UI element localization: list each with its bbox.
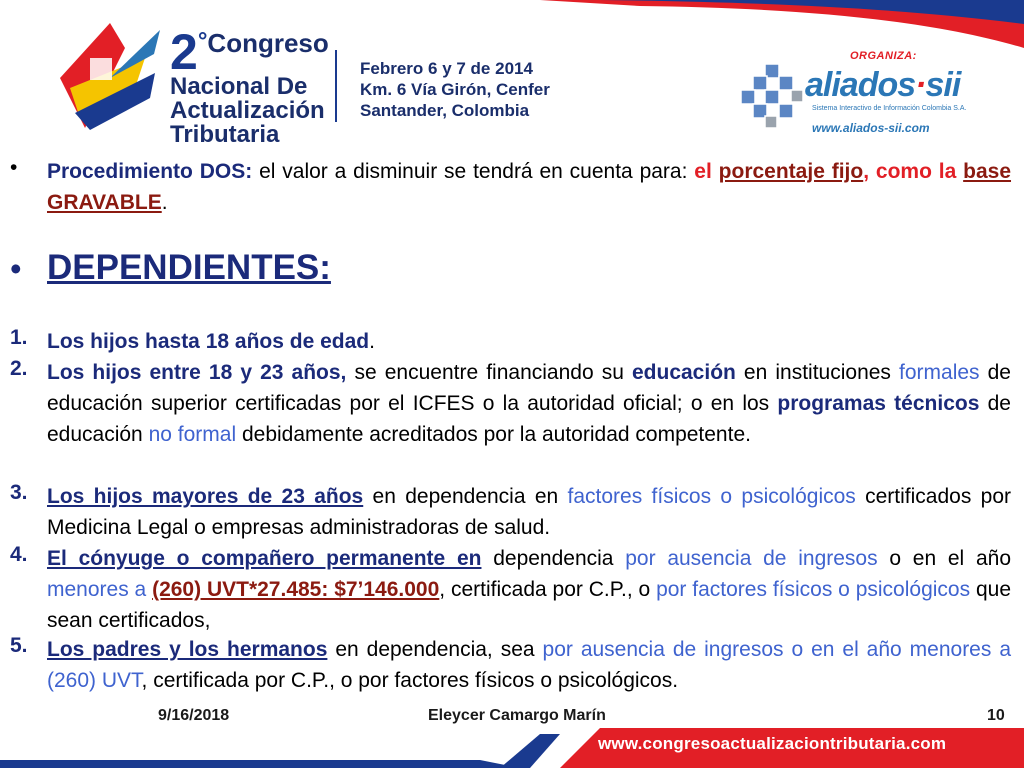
item-4-b: dependencia — [481, 547, 626, 570]
footer-url-link[interactable]: www.congresoactualizaciontributaria.com — [598, 734, 947, 753]
item-2-j: debidamente acreditados por la autoridad competente. — [236, 423, 751, 446]
event-info — [360, 58, 550, 121]
aliados-brand-dot: · — [915, 66, 926, 104]
item-2-i: no formal — [148, 423, 237, 446]
congress-degree: ° — [197, 28, 208, 55]
item-4-e: menores a — [47, 578, 153, 601]
bullet-heading: • — [10, 250, 22, 287]
item-4-f: (260) UVT*27.485: $7’146.000 — [152, 578, 440, 601]
congress-line4: Tributaria — [170, 121, 280, 148]
item-2-c: educación — [631, 361, 736, 384]
congress-line3: Actualización — [170, 97, 325, 124]
item-3-a: Los hijos mayores de 23 años — [47, 485, 364, 508]
header-divider — [335, 50, 337, 122]
item-3-d: certificados por Medicina Legal o empresas administradoras de salud. — [47, 485, 1012, 539]
item-4 — [47, 543, 1011, 636]
dependientes-heading: DEPENDIENTES: — [47, 248, 331, 287]
congress-line2: Nacional De — [170, 73, 308, 100]
aliados-tagline: Sistema Interactivo de Información Colombia S.A. — [812, 105, 967, 112]
event-date: Febrero 6 y 7 de 2014 — [360, 59, 533, 78]
aliados-brand-a: aliados — [805, 66, 916, 104]
p1-fixed: porcentaje fijo — [718, 160, 864, 183]
item-2-e: formales — [899, 361, 980, 384]
aliados-logo-text — [805, 66, 960, 105]
congress-logo-title — [170, 24, 329, 148]
item-4-i: que sean certificados, — [47, 578, 1011, 632]
p1-base: base GRAVABLE — [47, 160, 1012, 214]
footer-page-number: 10 — [987, 707, 1005, 724]
p1-como: , como la — [863, 160, 964, 183]
footer-date: 9/16/2018 — [158, 707, 230, 724]
item-2-h: de educación — [47, 392, 1011, 446]
footer-author: Eleycer Camargo Marín — [428, 707, 606, 724]
item-1 — [47, 326, 1011, 357]
item-4-a: El cónyuge o compañero permanente en — [47, 547, 482, 570]
item-2-b: se encuentre financiando su — [346, 361, 632, 384]
item-3-c: factores físicos o psicológicos — [567, 485, 856, 508]
p1-el: el — [694, 160, 719, 183]
item-2-f: de educación superior certificadas por el ICFES o la autoridad oficial; o en los — [47, 361, 1011, 415]
aliados-cubes-icon — [735, 60, 805, 130]
item-2-d: en instituciones — [735, 361, 900, 384]
item-5 — [47, 634, 1011, 696]
congress-logo-icon — [50, 18, 170, 136]
p1-lead: Procedimiento DOS: — [47, 160, 253, 183]
item-3-number: 3. — [10, 481, 28, 504]
item-5-number: 5. — [10, 634, 28, 657]
item-1-b: . — [369, 330, 375, 353]
congress-number: 2 — [170, 24, 198, 80]
item-4-h: por factores físicos o psicológicos — [656, 578, 971, 601]
p1-end: . — [161, 191, 168, 214]
item-2-a: Los hijos entre 18 y 23 años, — [47, 361, 347, 384]
item-2 — [47, 357, 1011, 450]
item-4-c: por ausencia de ingresos — [625, 547, 878, 570]
event-place: Km. 6 Vía Girón, Cenfer — [360, 80, 550, 99]
item-3-b: en dependencia en — [363, 485, 568, 508]
event-city: Santander, Colombia — [360, 101, 530, 120]
item-5-d: , certificada por C.P., o por factores físicos o psicológicos. — [141, 669, 679, 692]
procedimiento-dos-paragraph — [47, 156, 1011, 218]
congress-word: Congreso — [207, 28, 329, 58]
p1-text1: el valor a disminuir se tendrá en cuenta para: — [252, 160, 695, 183]
item-5-a: Los padres y los hermanos — [47, 638, 328, 661]
item-3 — [47, 481, 1011, 543]
item-4-number: 4. — [10, 543, 28, 566]
aliados-url: www.aliados-sii.com — [812, 121, 930, 135]
item-5-c: por ausencia de ingresos o en el año menores a (260) UVT — [47, 638, 1011, 692]
item-2-number: 2. — [10, 357, 28, 380]
item-5-b: en dependencia, sea — [327, 638, 543, 661]
organiza-label: ORGANIZA: — [850, 50, 917, 62]
item-4-g: , certificada por C.P., o — [439, 578, 657, 601]
item-4-d: o en el año — [877, 547, 1011, 570]
item-1-a: Los hijos hasta 18 años de edad — [47, 330, 370, 353]
bullet-p1: • — [10, 156, 18, 179]
item-2-g: programas técnicos — [777, 392, 980, 415]
aliados-brand-b: sii — [925, 66, 961, 104]
item-1-number: 1. — [10, 326, 28, 349]
